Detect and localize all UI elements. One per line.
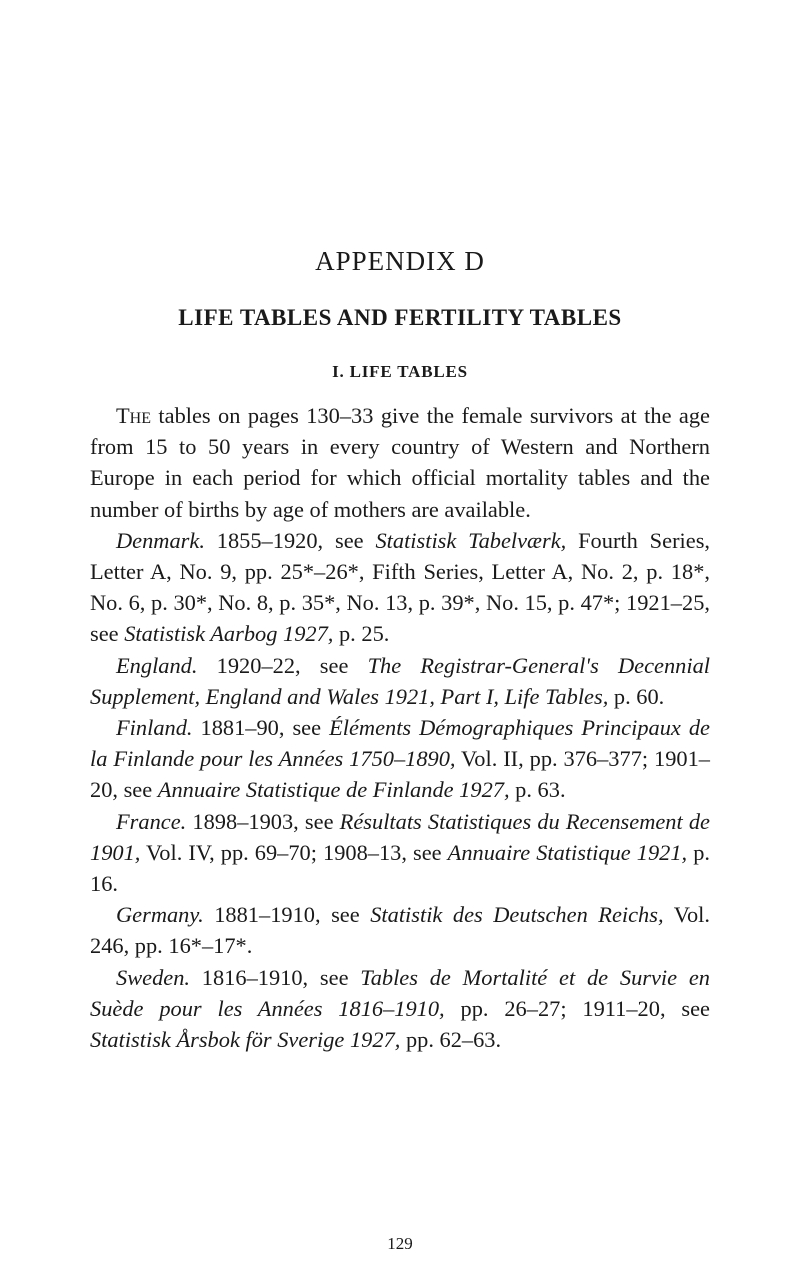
publication-title: Annuaire Statistique de Finlande 1927,: [157, 777, 510, 803]
publication-title: Éléments Démographiques Principaux de la Finlande pour les Années 1750–1890,: [90, 715, 710, 772]
publication-title: Statistisk Årsbok för Sverige 1927,: [90, 1027, 401, 1053]
citation-text: 1816–1910, see: [190, 964, 361, 990]
country-name: Denmark.: [116, 527, 205, 553]
reference-entries: [90, 525, 710, 1055]
appendix-title: APPENDIX D: [315, 246, 485, 276]
citation-text: 1881–90, see: [192, 715, 330, 741]
citation-text: pp. 62–63.: [400, 1027, 502, 1053]
reference-entry: [90, 962, 710, 1056]
reference-entry: [90, 650, 710, 712]
citation-text: 1920–22, see: [197, 652, 368, 678]
country-name: Sweden.: [116, 964, 190, 990]
citation-text: p. 63.: [509, 777, 566, 803]
reference-entry: [90, 806, 710, 900]
citation-text: p. 60.: [608, 683, 665, 709]
reference-entry: [90, 899, 710, 961]
reference-entry: [90, 712, 710, 806]
citation-text: Vol. IV, pp. 69–70; 1908–13, see: [140, 839, 448, 865]
intro-paragraph: [90, 400, 710, 525]
country-name: Finland.: [116, 715, 193, 741]
citation-text: p. 25.: [333, 621, 390, 647]
publication-title: Tables de Mortalité et de Survie en Suède pour les Années 1816–1910,: [90, 964, 710, 1021]
publication-title: Statistisk Tabelværk,: [375, 527, 567, 553]
citation-text: Vol. II, pp. 376–377; 1901–20, see: [90, 746, 710, 803]
section-heading: I. LIFE TABLES: [332, 362, 468, 381]
citation-text: pp. 26–27; 1911–20, see: [444, 995, 710, 1021]
publication-title: Annuaire Statistique 1921,: [447, 839, 688, 865]
citation-text: Vol. 246, pp. 16*–17*.: [90, 902, 710, 959]
reference-entry: [90, 525, 710, 650]
country-name: France.: [116, 808, 187, 834]
publication-title: Résultats Statistiques du Recensement de 1901,: [90, 808, 710, 865]
intro-lead-word: The: [116, 403, 152, 428]
body-text: [90, 400, 710, 1055]
citation-text: p. 16.: [90, 839, 710, 897]
citation-text: 1898–1903, see: [186, 808, 340, 834]
publication-title: Statistisk Aarbog 1927,: [124, 621, 334, 647]
country-name: Germany.: [116, 902, 204, 928]
citation-text: Fourth Series, Letter A, No. 9, pp. 25*–26*, Fifth Series, Letter A, No. 2, p. 18*, No. 6, p. 30*, No. 8, p. 35*, No. 13, p. 39*, No. 15, p. 47*; 1921–25, see: [90, 527, 710, 647]
main-heading: LIFE TABLES AND FERTILITY TABLES: [178, 305, 622, 330]
publication-title: Statistik des Deutschen Reichs,: [370, 902, 664, 928]
page-number: 129: [387, 1234, 413, 1253]
citation-text: 1855–1920, see: [204, 527, 376, 553]
publication-title: The Registrar-General's Decennial Supplement, England and Wales 1921, Part I, Life Tables,: [90, 652, 710, 709]
citation-text: 1881–1910, see: [203, 902, 371, 928]
intro-text: tables on pages 130–33 give the female survivors at the age from 15 to 50 years in every country of Western and Northern Europe in each period for which official mortality tables and the number of births by age of mothers are available.: [90, 403, 710, 522]
country-name: England.: [116, 652, 198, 678]
